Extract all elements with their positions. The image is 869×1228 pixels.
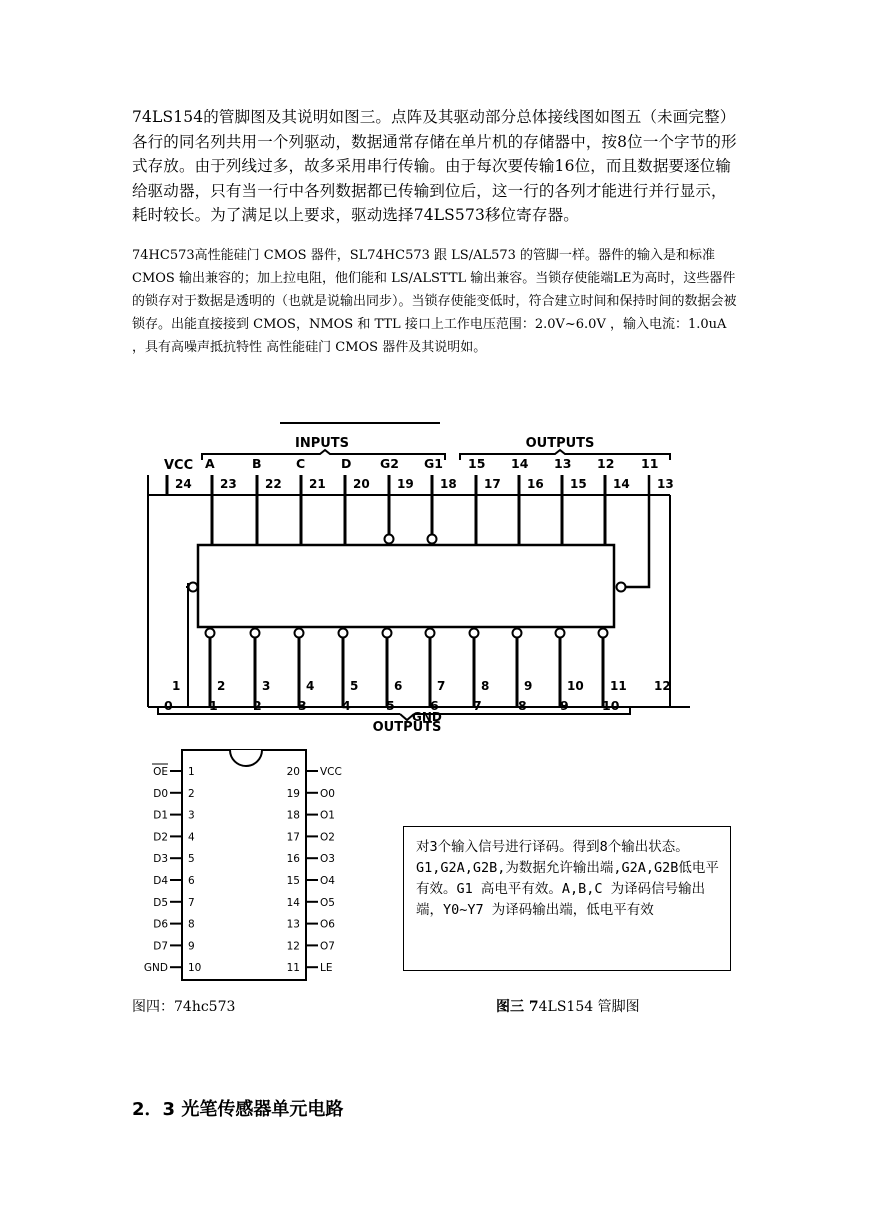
label-154-top-1: B [252,456,262,471]
paragraph-74hc573: 74HC573高性能硅门 CMOS 器件，SL74HC573 跟 LS/AL573 的管脚一样。器件的输入是和标准 CMOS 输出兼容的；加上拉电阻，他们能和 LS/ALSTTL 输出兼容。当锁存使能端LE为高时，这些器件的锁存对于数据是透明的（也就是说输出同步）。当锁存使能变低时，符合建立时间和保持时间的数据会被锁存。出能直接接到 CMOS，NMOS 和 TTL 接口上工作电压范围：2.0V~6.0V ，输入电流：1.0uA ，具有高噪声抵抗特性 高性能硅门 CMOS 器件及其说明如。 [132,248,737,355]
chip-74hc573-diagram [142,745,362,985]
pin-154-bottom-5: 5 [350,679,359,693]
intro-paragraph [132,105,740,228]
gnd-label: GND [412,710,442,724]
label-154-bottom-7: 7 [473,698,482,713]
label-154-top-4: G2 [380,456,399,471]
description-line-1: 对3个输入信号进行译码。得到8个输出状态。 [416,839,689,855]
label-573-right-4: O3 [320,853,335,866]
pin-154-top-16: 16 [527,477,544,491]
pin-573-left-10: 10 [188,962,202,975]
pin-154-top-23: 23 [220,477,237,491]
label-573-left-5: D4 [153,875,168,887]
label-154-top-8: 13 [554,456,572,471]
caption-figure-4: 图四：74hc573 [132,999,236,1015]
pin-154-bottom-3: 3 [262,679,271,693]
pin-573-right-14: 14 [286,896,300,909]
label-573-right-5: O4 [320,875,335,887]
pin-573-right-12: 12 [286,940,300,953]
pin-154-bottom-1: 1 [172,679,181,693]
pin-154-top-19: 19 [397,477,414,491]
description-line-2: G1,G2A,G2B,为数据允许输出端,G2A,G2B低电平有效。G1 高电平有效。A,B,C 为译码信号输出端，Y0~Y7 为译码输出端，低电平有效 [416,860,719,918]
chip-74ls154-diagram [130,420,690,740]
label-154-top-5: G1 [424,456,443,471]
label-573-right-8: O7 [320,940,335,953]
label-573-left-1: D0 [153,787,168,800]
label-573-left-8: D7 [153,940,168,953]
74ls154-description-box [403,826,731,971]
label-573-left-9: GND [143,962,168,975]
label-154-bottom-8: 8 [518,698,527,713]
paragraph-74ls154-intro: 74LS154的管脚图及其说明如图三。点阵及其驱动部分总体接线图如图五（未画完整） [132,108,736,126]
label-154-bottom-9: 9 [560,698,569,713]
pin-573-left-9: 9 [188,940,195,953]
pin-154-top-14: 14 [613,477,630,491]
pin-573-left-5: 5 [188,853,195,866]
chip-573-body [144,750,342,980]
pin-154-bottom-12: 12 [654,679,671,693]
pin-573-right-19: 19 [286,787,300,800]
pin-573-right-13: 13 [286,918,300,931]
pin-154-top-13: 13 [657,477,674,491]
pin-154-top-17: 17 [484,477,501,491]
pin-154-top-20: 20 [353,477,370,491]
label-573-right-1: O0 [320,787,335,800]
label-573-right-3: O2 [320,831,335,844]
pin-154-top-21: 21 [309,477,326,491]
inputs-group-label: INPUTS [294,436,350,451]
label-154-top-2: C [296,456,306,471]
pin-573-left-4: 4 [188,831,195,844]
pin-573-left-6: 6 [188,875,195,887]
label-154-bottom-0: 0 [164,698,173,713]
pin-573-right-11: 11 [286,962,300,975]
label-154-top-0: A [205,456,215,471]
pin-154-bottom-11: 11 [610,679,627,693]
chip-154-body [148,450,690,720]
pin-154-bottom-8: 8 [481,679,490,693]
label-573-right-0: VCC [320,766,342,778]
label-154-bottom-2: 2 [253,698,262,713]
label-573-left-6: D5 [153,896,168,909]
caption-figure-3-bold: 图三 7 [496,999,539,1015]
pin-154-top-24: 24 [175,477,192,491]
pin-573-left-2: 2 [188,787,195,800]
label-154-bottom-4: 4 [342,698,351,713]
pin-154-top-15: 15 [570,477,587,491]
outputs-group-label-top: OUTPUTS [525,436,595,451]
pin-573-right-17: 17 [286,831,300,844]
label-573-left-4: D3 [153,853,168,866]
label-573-right-6: O5 [320,896,335,909]
pin-573-right-16: 16 [286,853,300,866]
label-573-left-0: OE [153,766,168,778]
pin-573-left-1: 1 [188,766,195,778]
label-154-bottom-5: 5 [386,698,395,713]
label-154-top-7: 14 [511,456,529,471]
outputs-group-label-bottom: OUTPUTS [372,720,442,735]
pin-154-bottom-10: 10 [567,679,584,693]
label-573-right-7: O6 [320,918,335,931]
pin-573-left-7: 7 [188,896,195,909]
label-154-top-3: D [341,456,352,471]
label-154-bottom-1: 1 [209,698,218,713]
label-154-top-10: 11 [641,456,659,471]
pin-154-bottom-6: 6 [394,679,403,693]
pin-154-top-18: 18 [440,477,457,491]
label-154-bottom-3: 3 [298,698,307,713]
caption-figure-3 [496,996,640,1016]
pin-573-left-8: 8 [188,918,195,931]
label-154-bottom-6: 6 [430,698,439,713]
label-573-left-7: D6 [153,918,168,931]
label-573-left-3: D2 [153,831,168,844]
pin-154-bottom-2: 2 [217,679,226,693]
label-154-bottom-10: 10 [602,698,620,713]
pin-154-bottom-9: 9 [524,679,533,693]
label-573-right-9: LE [320,962,333,975]
pin-573-right-20: 20 [286,766,300,778]
ic-154-rect [198,545,614,627]
label-573-right-2: O1 [320,809,335,822]
pin-573-right-18: 18 [286,809,300,822]
label-573-left-2: D1 [153,809,168,822]
pin-154-bottom-7: 7 [437,679,446,693]
section-heading: 2．3 光笔传感器单元电路 [132,1099,344,1120]
vcc-label: VCC [164,458,194,473]
paragraph-column-driver: 各行的同名列共用一个列驱动，数据通常存储在单片机的存储器中，按8位一个字节的形式存放。由于列线过多，故多采用串行传输。由于每次要传输16位，而且数据要逐位输给驱动器，只有当一行中各列数据都已传输到位后，这一行的各列才能进行并行显示，耗时较长。为了满足以上要求，驱动选择74LS573移位寄存器。 [132,132,737,224]
caption-figure-3-rest: 4LS154 管脚图 [538,999,640,1015]
pin-154-bottom-4: 4 [306,679,315,693]
pin-573-left-3: 3 [188,809,195,822]
pin-573-right-15: 15 [286,875,300,887]
label-154-top-9: 12 [597,456,615,471]
label-154-top-6: 15 [468,456,486,471]
pin-154-top-22: 22 [265,477,282,491]
